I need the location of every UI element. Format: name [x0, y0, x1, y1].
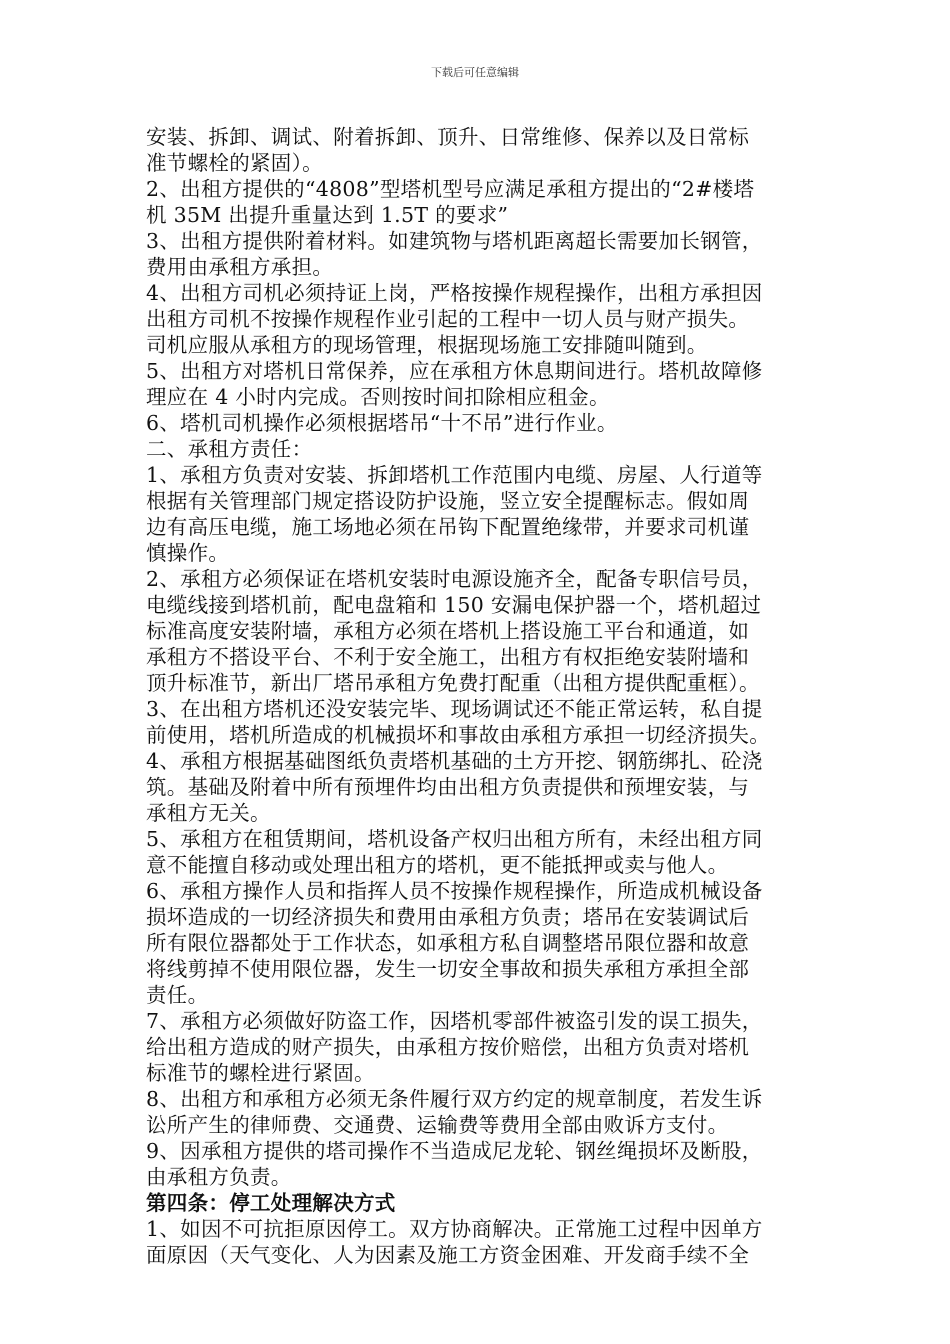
text-line: 理应在 4 小时内完成。否则按时间扣除相应租金。 — [146, 385, 610, 409]
text-line: 根据有关管理部门规定搭设防护设施，竖立安全提醒标志。假如周 — [146, 489, 750, 513]
text-line: 6、承租方操作人员和指挥人员不按操作规程操作，所造成机械设备 — [146, 879, 763, 903]
section-heading-article-4: 第四条：停工处理解决方式 — [146, 1191, 396, 1215]
text-line: 承租方不搭设平台、不利于安全施工，出租方有权拒绝安装附墙和 — [146, 645, 750, 669]
text-line: 标准高度安装附墙，承租方必须在塔机上搭设施工平台和通道，如 — [146, 619, 750, 643]
text-line: 1、承租方负责对安装、拆卸塔机工作范围内电缆、房屋、人行道等 — [146, 463, 763, 487]
text-line: 2、承租方必须保证在塔机安装时电源设施齐全，配备专职信号员， — [146, 567, 763, 591]
text-line: 2、出租方提供的“4808”型塔机型号应满足承租方提出的“2#楼塔 — [146, 177, 755, 201]
text-line: 将线剪掉不使用限位器，发生一切安全事故和损失承租方承担全部 — [146, 957, 750, 981]
text-line: 面原因（天气变化、人为因素及施工方资金困难、开发商手续不全 — [146, 1243, 750, 1267]
text-line: 由承租方负责。 — [146, 1165, 292, 1189]
text-line: 边有高压电缆，施工场地必须在吊钩下配置绝缘带，并要求司机谨 — [146, 515, 750, 539]
page-header: 下载后可任意编辑 — [431, 66, 519, 79]
text-line: 5、承租方在租赁期间，塔机设备产权归出租方所有，未经出租方同 — [146, 827, 763, 851]
text-line: 1、如因不可抗拒原因停工。双方协商解决。正常施工过程中因单方 — [146, 1217, 763, 1241]
document-body — [146, 124, 812, 1268]
text-line: 准节螺栓的紧固）。 — [146, 151, 323, 175]
text-line: 电缆线接到塔机前，配电盘箱和 150 安漏电保护器一个，塔机超过 — [146, 593, 762, 617]
text-line: 筑。基础及附着中所有预埋件均由出租方负责提供和预埋安装，与 — [146, 775, 750, 799]
text-line: 标准节的螺栓进行紧固。 — [146, 1061, 375, 1085]
text-line: 6、塔机司机操作必须根据塔吊“十不吊”进行作业。 — [146, 411, 618, 435]
text-line: 讼所产生的律师费、交通费、运输费等费用全部由败诉方支付。 — [146, 1113, 729, 1137]
text-line: 费用由承租方承担。 — [146, 255, 334, 279]
text-line: 意不能擅自移动或处理出租方的塔机，更不能抵押或卖与他人。 — [146, 853, 729, 877]
text-line: 前使用，塔机所造成的机械损坏和事故由承租方承担一切经济损失。 — [146, 723, 770, 747]
text-line: 承租方无关。 — [146, 801, 271, 825]
text-line: 7、承租方必须做好防盗工作，因塔机零部件被盗引发的误工损失， — [146, 1009, 763, 1033]
text-line: 3、在出租方塔机还没安装完毕、现场调试还不能正常运转，私自提 — [146, 697, 763, 721]
text-line: 所有限位器都处于工作状态，如承租方私自调整塔吊限位器和故意 — [146, 931, 750, 955]
text-line: 责任。 — [146, 983, 209, 1007]
text-line: 3、出租方提供附着材料。如建筑物与塔机距离超长需要加长钢管， — [146, 229, 763, 253]
text-line: 给出租方造成的财产损失，由承租方按价赔偿，出租方负责对塔机 — [146, 1035, 750, 1059]
text-line: 4、承租方根据基础图纸负责塔机基础的土方开挖、钢筋绑扎、砼浇 — [146, 749, 763, 773]
text-line: 司机应服从承租方的现场管理，根据现场施工安排随叫随到。 — [146, 333, 708, 357]
text-line: 顶升标准节，新出厂塔吊承租方免费打配重（出租方提供配重框）。 — [146, 671, 760, 695]
text-line: 9、因承租方提供的塔司操作不当造成尼龙轮、钢丝绳损坏及断股， — [146, 1139, 763, 1163]
text-line: 安装、拆卸、调试、附着拆卸、顶升、日常维修、保养以及日常标 — [146, 125, 750, 149]
text-line: 机 35M 出提升重量达到 1.5T 的要求” — [146, 203, 509, 227]
text-line: 损坏造成的一切经济损失和费用由承租方负责；塔吊在安装调试后 — [146, 905, 750, 929]
text-line: 慎操作。 — [146, 541, 230, 565]
text-line: 出租方司机不按操作规程作业引起的工程中一切人员与财产损失。 — [146, 307, 750, 331]
text-line: 8、出租方和承租方必须无条件履行双方约定的规章制度，若发生诉 — [146, 1087, 763, 1111]
text-line: 5、出租方对塔机日常保养，应在承租方休息期间进行。塔机故障修 — [146, 359, 763, 383]
section-title-lessee-duties: 二、承租方责任： — [146, 437, 313, 461]
text-line: 4、出租方司机必须持证上岗，严格按操作规程操作，出租方承担因 — [146, 281, 763, 305]
